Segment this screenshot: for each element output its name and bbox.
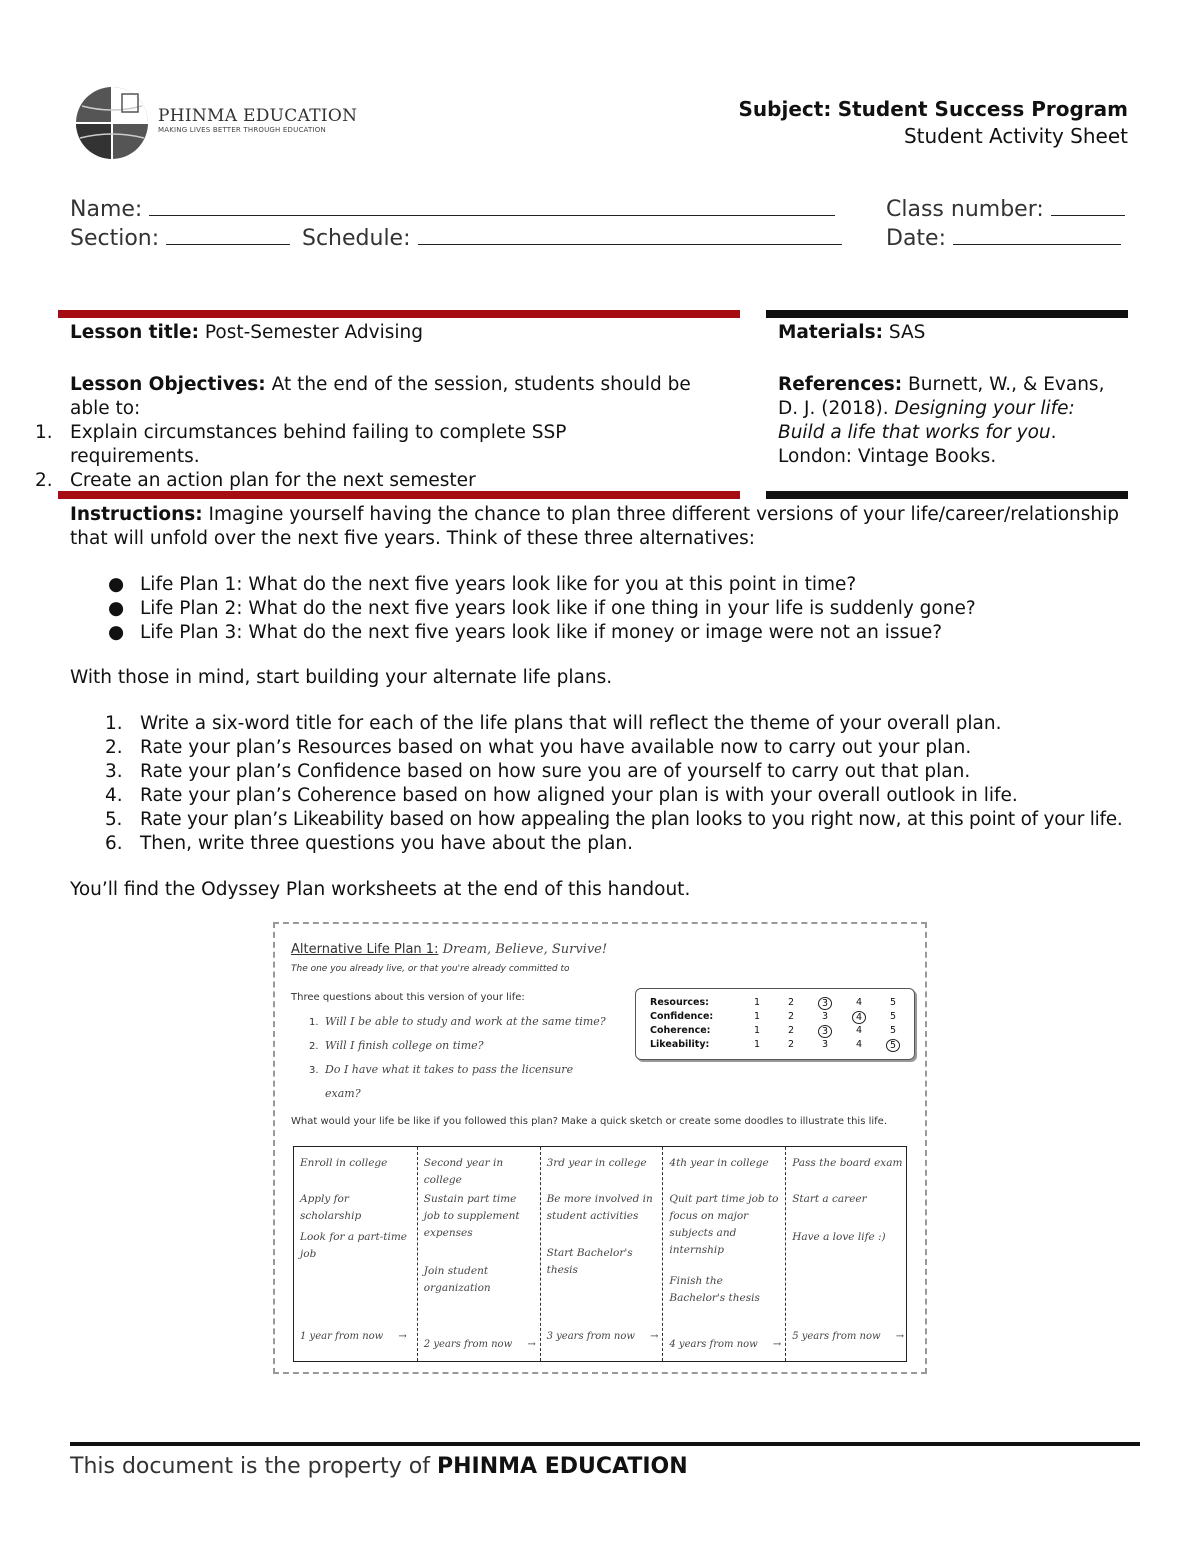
logo-globe-icon — [72, 84, 152, 162]
rating-row — [650, 997, 910, 1011]
class-number-field — [886, 196, 1125, 222]
rating-value[interactable]: 4 — [856, 1025, 863, 1036]
timeline-entry: Second year in college — [423, 1157, 504, 1186]
question-item: 3. Do I have what it takes to pass the licensure exam? — [309, 1063, 574, 1100]
schedule-input-line[interactable] — [418, 225, 842, 245]
lesson-objectives: Lesson Objectives: At the end of the session, students should be able to: — [70, 374, 691, 419]
section-label: Section: — [70, 226, 160, 251]
subject-block — [739, 96, 1128, 150]
life-plan-timeline — [293, 1146, 907, 1362]
footer-rule — [70, 1442, 1140, 1446]
step-item: 5. Rate your plan’s Likeability based on how appealing the plan looks to you right now, at this point of your life. — [105, 809, 1123, 830]
timeline-entry: Quit part time job to focus on major subjects and internship — [669, 1193, 779, 1256]
subject-value: Student Success Program — [837, 97, 1128, 121]
rating-value[interactable]: 2 — [788, 1011, 795, 1022]
timeline-entry: Start a career — [792, 1193, 867, 1205]
section-input-line[interactable] — [166, 225, 290, 245]
timeline-column — [294, 1147, 417, 1361]
phinma-logo — [72, 84, 358, 162]
rating-value[interactable]: 5 — [890, 1025, 897, 1036]
logo-name: PHINMA EDUCATION — [158, 106, 358, 126]
timeline-column — [540, 1147, 663, 1361]
rating-label: Resources: — [650, 997, 709, 1008]
rating-value[interactable]: 2 — [788, 1039, 795, 1050]
timeline-footer — [424, 1339, 536, 1350]
materials-top-bar — [766, 310, 1128, 318]
question-item: 1. Will I be able to study and work at the same time? — [309, 1015, 606, 1028]
step-item: 2. Rate your plan’s Resources based on what you have available now to carry out your plan. — [105, 737, 972, 758]
timeline-entry: Enroll in college — [300, 1157, 388, 1169]
step-item: 3. Rate your plan’s Confidence based on how sure you are of yourself to carry out that plan. — [105, 761, 971, 782]
instructions-text: Instructions: Imagine yourself having the chance to plan three different versions of your life/career/relationship that will unfold over the next five years. Think of these three alternatives: — [70, 504, 1119, 549]
arrow-right-icon: → — [395, 1331, 407, 1342]
step-item: 1. Write a six-word title for each of the life plans that will reflect the theme of your overall plan. — [105, 713, 1002, 734]
timeline-entry: Sustain part time job to supplement expenses — [423, 1193, 520, 1239]
rating-value[interactable]: 1 — [754, 1039, 761, 1050]
bullet-item: ● Life Plan 2: What do the next five years look like if one thing in your life is suddenly gone? — [108, 598, 976, 619]
rating-value-selected[interactable]: 3 — [818, 997, 832, 1010]
timeline-entry: Apply for scholarship — [300, 1193, 362, 1222]
rating-label: Coherence: — [650, 1025, 711, 1036]
timeline-footer-label: 1 year from now — [300, 1331, 384, 1342]
lesson-top-bar — [58, 310, 740, 318]
references: References: Burnett, W., & Evans, D. J. (2018). Designing your life: Build a life that works for you. London: Vintage Books. — [778, 374, 1105, 467]
rating-label: Likeability: — [650, 1039, 710, 1050]
rating-value[interactable]: 3 — [822, 1039, 829, 1050]
lesson-block — [35, 321, 730, 493]
timeline-entry: Finish the Bachelor's thesis — [669, 1275, 760, 1304]
name-label: Name: — [70, 197, 143, 222]
rating-value-selected[interactable]: 3 — [818, 1025, 832, 1038]
timeline-entry: Have a love life :) — [792, 1231, 886, 1243]
logo-tagline: MAKING LIVES BETTER THROUGH EDUCATION — [158, 126, 326, 134]
class-number-label: Class number: — [886, 197, 1044, 222]
arrow-right-icon: → — [769, 1339, 782, 1350]
date-label: Date: — [886, 226, 946, 251]
rating-scale-box — [635, 988, 915, 1060]
timeline-footer-label: 2 years from now — [423, 1339, 513, 1350]
timeline-entry: Start Bachelor's thesis — [546, 1247, 633, 1276]
timeline-entry: Join student organization — [423, 1265, 491, 1294]
schedule-field — [302, 225, 842, 251]
footer-text: This document is the property of PHINMA EDUCATION — [70, 1454, 688, 1479]
date-field — [886, 225, 1121, 251]
questions-label: Three questions about this version of your life: — [291, 992, 525, 1003]
timeline-entry: 4th year in college — [669, 1157, 769, 1169]
arrow-right-icon: → — [892, 1331, 905, 1342]
timeline-footer — [669, 1339, 781, 1350]
arrow-right-icon: → — [524, 1339, 536, 1350]
timeline-entry: Look for a part-time job — [300, 1231, 407, 1260]
rating-value-selected[interactable]: 4 — [852, 1011, 866, 1024]
closing-text: You’ll find the Odyssey Plan worksheets at the end of this handout. — [70, 879, 691, 900]
bullet-item: ● Life Plan 1: What do the next five years look like for you at this point in time? — [108, 574, 857, 595]
timeline-footer-label: 5 years from now — [792, 1331, 881, 1342]
rating-value[interactable]: 1 — [754, 1025, 761, 1036]
timeline-entry: Pass the board exam — [792, 1157, 903, 1169]
worksheet-title: Alternative Life Plan 1: Dream, Believe, Survive! — [291, 942, 608, 957]
materials-line: Materials: SAS — [778, 322, 926, 343]
rating-value[interactable]: 2 — [788, 1025, 795, 1036]
subject-label: Subject: — [738, 97, 832, 121]
class-number-input-line[interactable] — [1051, 196, 1125, 216]
timeline-column — [662, 1147, 785, 1361]
timeline-footer — [547, 1331, 659, 1342]
timeline-entry: Be more involved in student activities — [546, 1193, 653, 1222]
bullet-item: ● Life Plan 3: What do the next five years look like if money or image were not an issue? — [108, 622, 943, 643]
timeline-column — [785, 1147, 908, 1361]
materials-bottom-bar — [766, 491, 1128, 499]
rating-label: Confidence: — [650, 1011, 714, 1022]
sketch-prompt: What would your life be like if you followed this plan? Make a quick sketch or create some doodles to illustrate this life. — [291, 1116, 887, 1127]
timeline-footer — [792, 1331, 904, 1342]
question-item: 2. Will I finish college on time? — [309, 1039, 484, 1052]
rating-value[interactable]: 1 — [754, 997, 761, 1008]
step-item: 6. Then, write three questions you have about the plan. — [105, 833, 634, 854]
materials-block — [778, 321, 1123, 469]
step-item: 4. Rate your plan’s Coherence based on how aligned your plan is with your overall outlook in life. — [105, 785, 1018, 806]
bridge-text: With those in mind, start building your alternate life plans. — [70, 667, 613, 688]
rating-value[interactable]: 2 — [788, 997, 795, 1008]
section-field — [70, 225, 290, 251]
sheet-title: Student Activity Sheet — [903, 124, 1128, 148]
rating-value[interactable]: 4 — [856, 1039, 863, 1050]
rating-row — [650, 1011, 910, 1025]
arrow-right-icon: → — [646, 1331, 659, 1342]
rating-value-selected[interactable]: 5 — [886, 1039, 900, 1052]
worksheet-subtitle: The one you already live, or that you're already committed to — [291, 964, 570, 974]
timeline-entry: 3rd year in college — [546, 1157, 647, 1169]
objective-item: 2. Create an action plan for the next semester — [35, 470, 476, 491]
rating-row — [650, 1039, 910, 1053]
rating-value[interactable]: 1 — [754, 1011, 761, 1022]
odyssey-plan-example — [273, 922, 927, 1374]
instructions-block — [70, 503, 1130, 902]
questions-list — [309, 1010, 629, 1105]
timeline-footer-label: 4 years from now — [669, 1339, 758, 1350]
rating-value[interactable]: 3 — [822, 1011, 829, 1022]
schedule-label: Schedule: — [302, 226, 411, 251]
rating-value[interactable]: 5 — [890, 1011, 897, 1022]
date-input-line[interactable] — [953, 225, 1121, 245]
objective-item: 1. Explain circumstances behind failing to complete SSP requirements. — [35, 422, 567, 467]
timeline-footer — [300, 1331, 407, 1342]
timeline-footer-label: 3 years from now — [546, 1331, 635, 1342]
timeline-column — [417, 1147, 540, 1361]
name-input-line[interactable] — [149, 196, 835, 216]
rating-row — [650, 1025, 910, 1039]
rating-value[interactable]: 5 — [890, 997, 897, 1008]
name-field — [70, 196, 835, 222]
lesson-title: Lesson title: Post-Semester Advising — [70, 322, 423, 343]
rating-value[interactable]: 4 — [856, 997, 863, 1008]
